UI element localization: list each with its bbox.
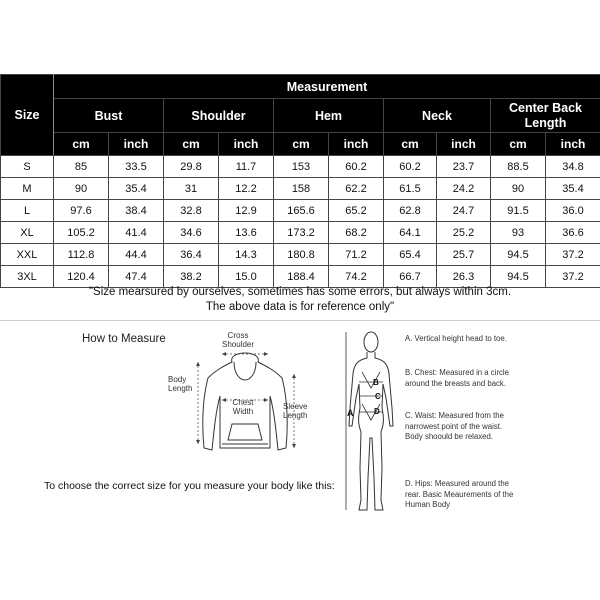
measurement-cell: 173.2 [274, 222, 329, 244]
measurement-cell: 37.2 [546, 244, 600, 266]
legend-height: A. Vertical height head to toe. [405, 334, 507, 343]
table-body [1, 156, 600, 288]
measurement-cell: 91.5 [491, 200, 546, 222]
measurement-cell: 165.6 [274, 200, 329, 222]
hem-header: Hem [274, 99, 384, 133]
legend-waist: C. Waist: Measured from the narrowest point of the waist. Body shoould be relaxed. [405, 411, 504, 441]
table-row [1, 178, 600, 200]
measurement-cell: 93 [491, 222, 546, 244]
measurement-cell: 105.2 [54, 222, 109, 244]
measurement-cell: 60.2 [384, 156, 437, 178]
unit-header: cm [164, 133, 219, 156]
measurement-cell: 60.2 [329, 156, 384, 178]
how-to-measure-title: How to Measure [82, 333, 166, 345]
size-cell: 3XL [1, 266, 54, 288]
measurement-cell: 97.6 [54, 200, 109, 222]
measurement-cell: 41.4 [109, 222, 164, 244]
mark-b: B [373, 378, 379, 387]
unit-header: inch [219, 133, 274, 156]
measurement-cell: 47.4 [109, 266, 164, 288]
measurement-header: Measurement [54, 75, 600, 99]
measurement-cell: 11.7 [219, 156, 274, 178]
measurement-cell: 94.5 [491, 244, 546, 266]
measurement-cell: 25.7 [437, 244, 491, 266]
measurement-cell: 74.2 [329, 266, 384, 288]
unit-header: cm [384, 133, 437, 156]
table-row [1, 200, 600, 222]
body-length-label: Body Length [168, 375, 193, 393]
size-cell: S [1, 156, 54, 178]
measurement-cell: 35.4 [546, 178, 600, 200]
measurement-cell: 62.8 [384, 200, 437, 222]
unit-header: cm [54, 133, 109, 156]
legend-chest: B. Chest: Measured in a circle around the breasts and back. [405, 368, 510, 388]
mark-c: C [375, 392, 381, 401]
measurement-cell: 88.5 [491, 156, 546, 178]
head-icon [364, 332, 378, 352]
shoulder-header: Shoulder [164, 99, 274, 133]
measurement-cell: 36.4 [164, 244, 219, 266]
measurement-cell: 33.5 [109, 156, 164, 178]
measurement-cell: 68.2 [329, 222, 384, 244]
table-row [1, 244, 600, 266]
body-outline-icon [349, 352, 393, 510]
cross-shoulder-label: Cross Shoulder [221, 331, 255, 349]
unit-header: cm [491, 133, 546, 156]
measurement-cell: 85 [54, 156, 109, 178]
measurement-cell: 153 [274, 156, 329, 178]
measurement-cell: 38.4 [109, 200, 164, 222]
hood-icon [234, 362, 256, 380]
size-cell: L [1, 200, 54, 222]
measurement-cell: 15.0 [219, 266, 274, 288]
size-cell: XXL [1, 244, 54, 266]
measurement-cell: 29.8 [164, 156, 219, 178]
size-column-header: Size [1, 75, 54, 156]
measurement-cell: 158 [274, 178, 329, 200]
measurement-cell: 65.2 [329, 200, 384, 222]
measurement-cell: 36.0 [546, 200, 600, 222]
table-row [1, 222, 600, 244]
measure-instruction: To choose the correct size for you measure your body like this: [44, 480, 335, 492]
measurement-cell: 188.4 [274, 266, 329, 288]
measurement-cell: 44.4 [109, 244, 164, 266]
table-row [1, 156, 600, 178]
measurement-cell: 38.2 [164, 266, 219, 288]
unit-header: inch [329, 133, 384, 156]
measurement-cell: 62.2 [329, 178, 384, 200]
measurement-cell: 36.6 [546, 222, 600, 244]
measurement-cell: 24.2 [437, 178, 491, 200]
unit-header: inch [109, 133, 164, 156]
measurement-cell: 90 [54, 178, 109, 200]
human-body-diagram [340, 328, 402, 520]
measurement-cell: 31 [164, 178, 219, 200]
measurement-cell: 26.3 [437, 266, 491, 288]
measurement-cell: 32.8 [164, 200, 219, 222]
center-back-length-header: Center Back Length [491, 99, 600, 133]
legend-hips: D. Hips: Measured around the rear. Basic Meaurements of the Human Body [405, 479, 514, 509]
sleeve-length-label: Sleeve Length [283, 402, 308, 420]
measurement-cell: 65.4 [384, 244, 437, 266]
table-header [1, 75, 600, 156]
measurement-cell: 12.9 [219, 200, 274, 222]
measurement-cell: 12.2 [219, 178, 274, 200]
measurement-cell: 24.7 [437, 200, 491, 222]
mark-d: D [374, 407, 380, 416]
pocket-icon [228, 424, 262, 440]
measurement-cell: 13.6 [219, 222, 274, 244]
measurement-cell: 34.6 [164, 222, 219, 244]
measurement-cell: 25.2 [437, 222, 491, 244]
chest-width-label: Chest Width [232, 398, 254, 416]
measurement-cell: 37.2 [546, 266, 600, 288]
disclaimer-line-1: "Size mearsured by ourselves, sometimes has some errors, but always within 3cm. [88, 286, 512, 298]
unit-header: inch [437, 133, 491, 156]
size-cell: M [1, 178, 54, 200]
measurement-cell: 23.7 [437, 156, 491, 178]
measurement-cell: 35.4 [109, 178, 164, 200]
measurement-cell: 120.4 [54, 266, 109, 288]
section-divider [0, 320, 600, 321]
mark-a: A [347, 408, 354, 418]
measurement-cell: 94.5 [491, 266, 546, 288]
table-row [1, 266, 600, 288]
bust-header: Bust [54, 99, 164, 133]
unit-header: cm [274, 133, 329, 156]
measurement-cell: 34.8 [546, 156, 600, 178]
measurement-cell: 14.3 [219, 244, 274, 266]
disclaimer-line-2: The above data is for reference only" [205, 301, 395, 313]
unit-header: inch [546, 133, 600, 156]
measurement-cell: 61.5 [384, 178, 437, 200]
measurement-cell: 64.1 [384, 222, 437, 244]
measurement-cell: 180.8 [274, 244, 329, 266]
size-chart-table [0, 74, 600, 288]
measurement-cell: 90 [491, 178, 546, 200]
measurement-cell: 71.2 [329, 244, 384, 266]
measurement-cell: 112.8 [54, 244, 109, 266]
size-cell: XL [1, 222, 54, 244]
neck-header: Neck [384, 99, 491, 133]
measurement-cell: 66.7 [384, 266, 437, 288]
